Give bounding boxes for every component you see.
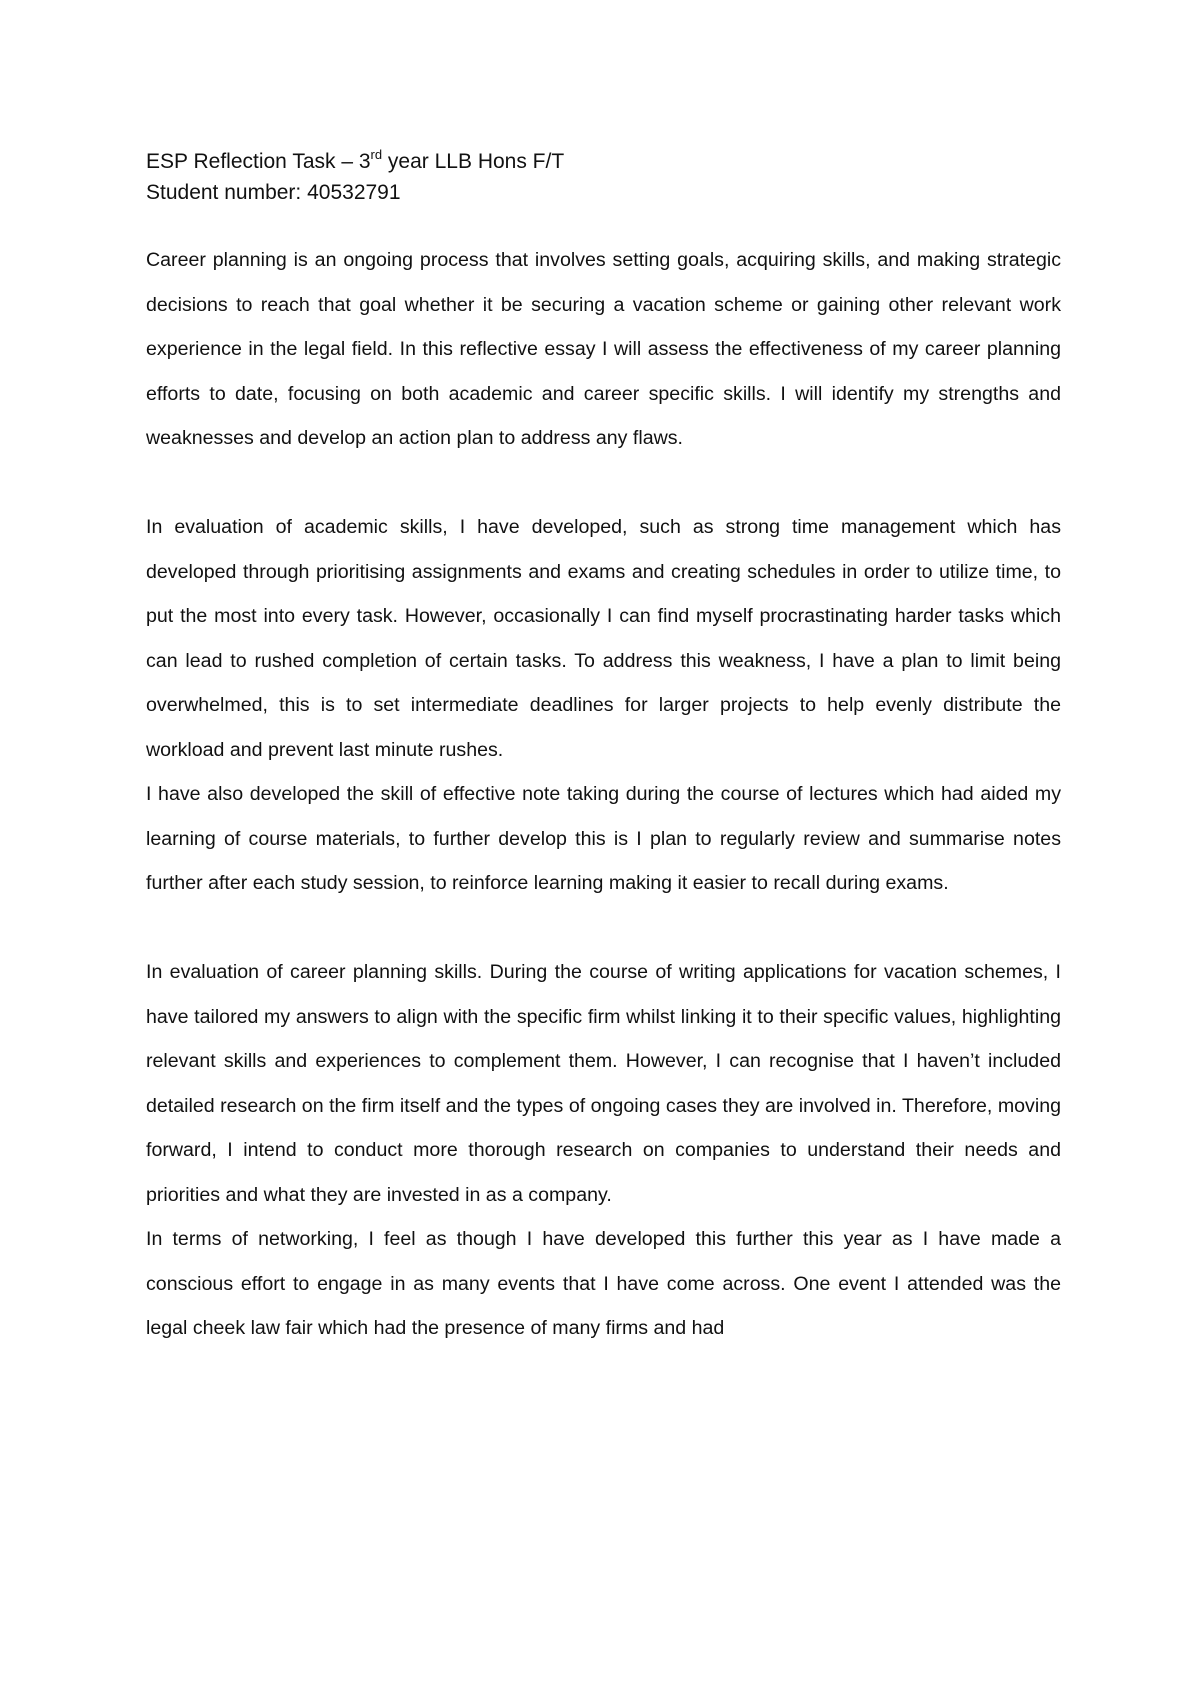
paragraph-note-taking: I have also developed the skill of effective note taking during the course of lectures which had aided my learning of course materials, to further develop this is I plan to regularly review and summarise notes further after each study session, to reinforce learning making it easier to recall during exams. [146, 783, 1061, 894]
paragraph-introduction: Career planning is an ongoing process that involves setting goals, acquiring skills, and making strategic decisions to reach that goal whether it be securing a vacation scheme or gaining other relevant work experience in the legal field. In this reflective essay I will assess the effectiveness of my career planning efforts to date, focusing on both academic and career specific skills. I will identify my strengths and weaknesses and develop an action plan to address any flaws. [146, 249, 1061, 449]
document-title [146, 146, 1061, 177]
paragraph-career-planning: In evaluation of career planning skills. During the course of writing applications for vacation schemes, I have tailored my answers to align with the specific firm whilst linking it to their specific values, highlighting relevant skills and experiences to complement them. However, I can recognise that I haven’t included detailed research on the firm itself and the types of ongoing cases they are involved in. Therefore, moving forward, I intend to conduct more thorough research on companies to understand their needs and priorities and what they are invested in as a company. [146, 961, 1061, 1206]
paragraph-networking: In terms of networking, I feel as though I have developed this further this year as I have made a conscious effort to engage in as many events that I have come across. One event I attended was the legal cheek law fair which had the presence of many firms and had [146, 1228, 1061, 1339]
title-prefix: ESP Reflection Task – 3 [146, 150, 371, 173]
title-superscript: rd [370, 147, 383, 162]
document-content [146, 146, 1061, 1351]
paragraph-academic-skills: In evaluation of academic skills, I have developed, such as strong time management which has developed through prioritising assignments and exams and creating schedules in order to utilize time, to put the most into every task. However, occasionally I can find myself procrastinating harder tasks which can lead to rushed completion of certain tasks. To address this weakness, I have a plan to limit being overwhelmed, this is to set intermediate deadlines for larger projects to help evenly distribute the workload and prevent last minute rushes. [146, 516, 1061, 761]
paragraph-spacer [146, 906, 1061, 951]
paragraph-spacer [146, 461, 1061, 506]
student-number: Student number: 40532791 [146, 181, 401, 204]
header-spacer [146, 208, 1061, 238]
title-suffix: year LLB Hons F/T [382, 150, 565, 173]
